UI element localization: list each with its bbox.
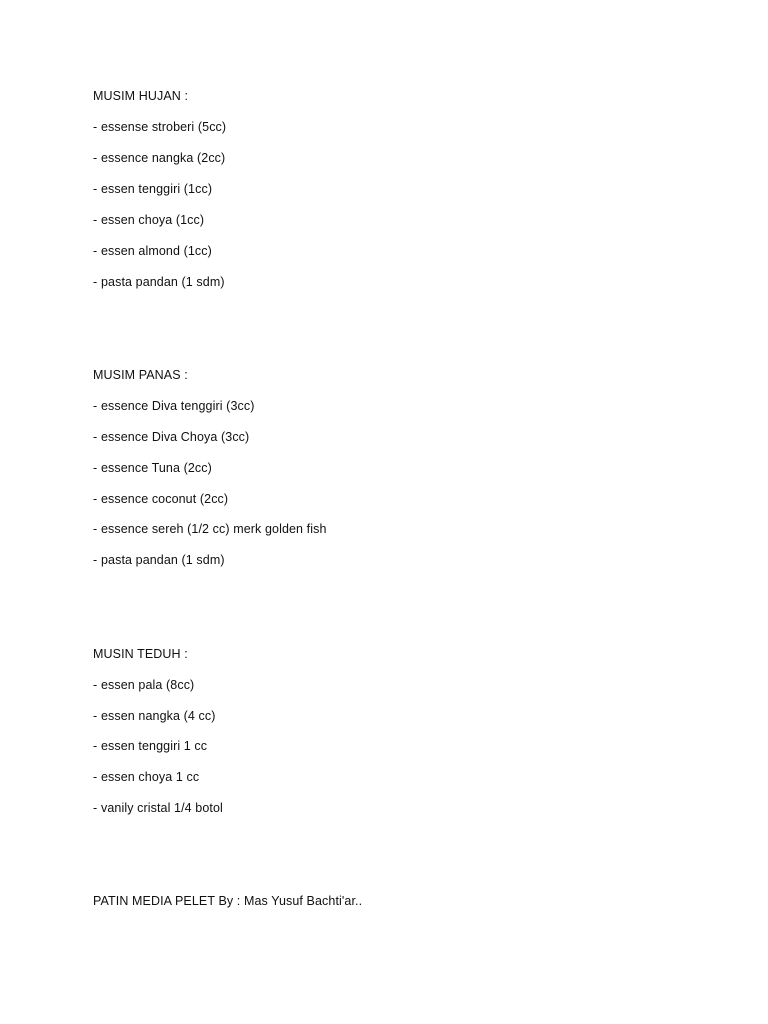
list-item: [93, 181, 212, 197]
section-heading-musin-teduh: MUSIN TEDUH :: [93, 647, 188, 661]
bullet-dash: -: [93, 492, 98, 506]
footer-credit: PATIN MEDIA PELET By : Mas Yusuf Bachti'ar..: [93, 894, 363, 908]
list-item-text: essen choya 1 cc: [101, 770, 200, 784]
list-item: [93, 429, 249, 445]
list-item-text: essen almond (1cc): [101, 244, 212, 258]
list-item-text: essen choya (1cc): [101, 213, 205, 227]
list-item: [93, 708, 215, 724]
bullet-dash: -: [93, 709, 98, 723]
list-item: [93, 460, 212, 476]
bullet-dash: -: [93, 770, 98, 784]
list-item-text: essence Tuna (2cc): [101, 461, 212, 475]
bullet-dash: -: [93, 244, 98, 258]
list-item: [93, 150, 225, 166]
list-item-text: pasta pandan (1 sdm): [101, 275, 225, 289]
bullet-dash: -: [93, 522, 98, 536]
section-heading-musim-panas: MUSIM PANAS :: [93, 368, 188, 382]
list-item-text: pasta pandan (1 sdm): [101, 553, 225, 567]
list-item: [93, 243, 212, 259]
bullet-dash: -: [93, 399, 98, 413]
bullet-dash: -: [93, 213, 98, 227]
list-item-text: essen tenggiri (1cc): [101, 182, 213, 196]
bullet-dash: -: [93, 678, 98, 692]
bullet-dash: -: [93, 182, 98, 196]
list-item: [93, 800, 223, 816]
list-item-text: essen pala (8cc): [101, 678, 195, 692]
bullet-dash: -: [93, 120, 98, 134]
list-item-text: essen nangka (4 cc): [101, 709, 216, 723]
list-item-text: essence coconut (2cc): [101, 492, 229, 506]
list-item: [93, 738, 207, 754]
list-item: [93, 119, 226, 135]
list-item-text: essense stroberi (5cc): [101, 120, 227, 134]
bullet-dash: -: [93, 461, 98, 475]
list-item: [93, 552, 225, 568]
list-item-text: essence sereh (1/2 cc) merk golden fish: [101, 522, 327, 536]
bullet-dash: -: [93, 553, 98, 567]
list-item: [93, 769, 199, 785]
list-item: [93, 398, 254, 414]
bullet-dash: -: [93, 275, 98, 289]
list-item-text: essen tenggiri 1 cc: [101, 739, 208, 753]
list-item-text: essence Diva Choya (3cc): [101, 430, 250, 444]
list-item-text: essence Diva tenggiri (3cc): [101, 399, 255, 413]
list-item: [93, 521, 327, 537]
list-item: [93, 491, 228, 507]
list-item: [93, 677, 194, 693]
bullet-dash: -: [93, 739, 98, 753]
list-item-text: essence nangka (2cc): [101, 151, 226, 165]
list-item: [93, 212, 204, 228]
section-heading-musim-hujan: MUSIM HUJAN :: [93, 89, 189, 103]
bullet-dash: -: [93, 151, 98, 165]
list-item: [93, 274, 225, 290]
list-item-text: vanily cristal 1/4 botol: [101, 801, 223, 815]
bullet-dash: -: [93, 430, 98, 444]
bullet-dash: -: [93, 801, 98, 815]
